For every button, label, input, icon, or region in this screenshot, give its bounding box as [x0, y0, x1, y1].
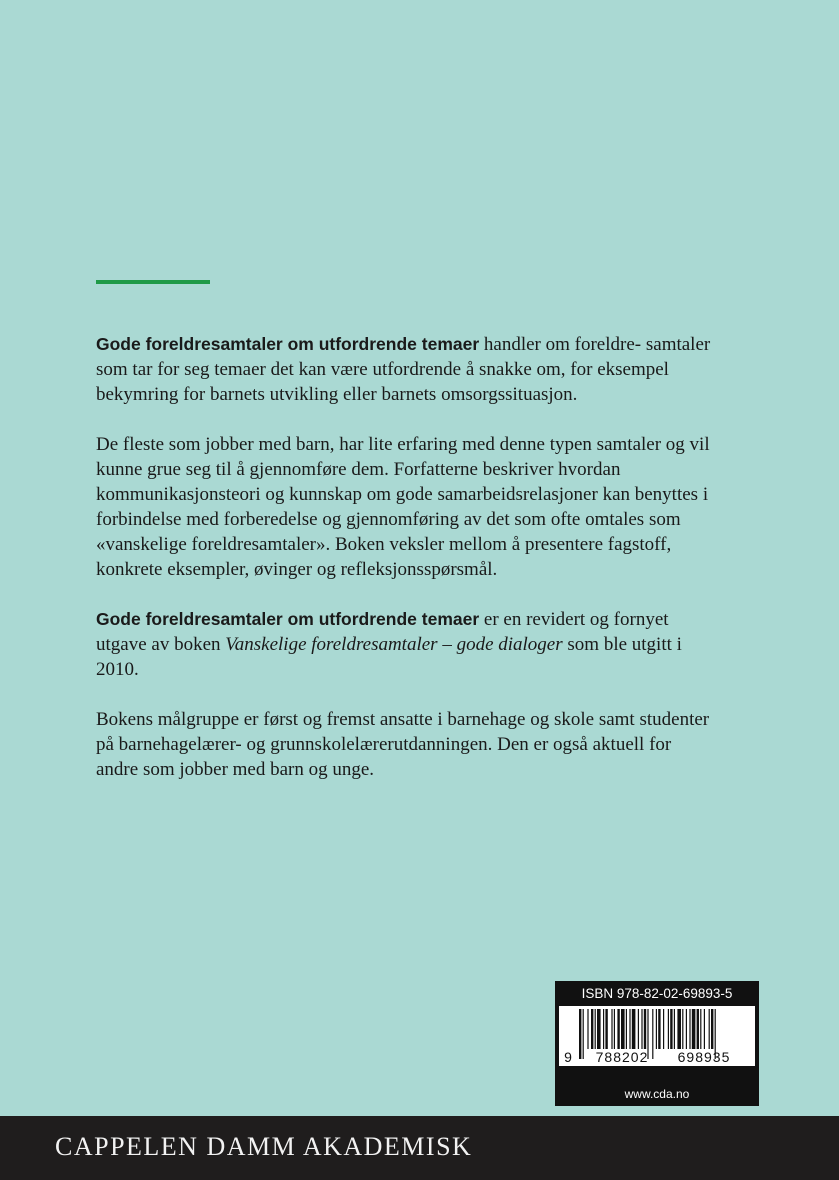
- isbn-label: ISBN 978-82-02-69893-5: [581, 986, 733, 1001]
- blurb-text: som ble utgitt i 2010.: [96, 634, 682, 680]
- book-title-bold: Gode foreldresamtaler om utfordrende temaer: [96, 609, 480, 629]
- barcode-bar: [700, 1009, 701, 1049]
- barcode-bar: [583, 1009, 584, 1059]
- blurb-paragraph-3: [96, 607, 716, 682]
- barcode-bar: [652, 1009, 653, 1059]
- barcode-bar: [626, 1009, 627, 1049]
- publisher-url: www.cda.no: [624, 1087, 690, 1101]
- blurb-paragraph-4: Bokens målgruppe er først og fremst ansatte i barnehage og skole samt studenter på barnehagelærer- og grunnskolelærerutdanningen. Den er også aktuell for andre som jobber med barn og unge.: [96, 709, 710, 780]
- barcode-bar: [704, 1009, 705, 1049]
- publisher-footer: [0, 1116, 839, 1180]
- blurb-text: handler om foreldre- samtaler som tar for seg temaer det kan være utfordrende å snakke om, for eksempel bekymring for barnets utvikling eller barnets omsorgssituasjon.: [96, 334, 711, 405]
- barcode-bar: [682, 1009, 683, 1049]
- barcode-bar: [677, 1009, 681, 1049]
- barcode-bars: [559, 1006, 755, 1066]
- barcode-bar: [689, 1009, 690, 1049]
- barcode-bar: [674, 1009, 675, 1049]
- barcode-bar: [617, 1009, 619, 1049]
- barcode-bar: [638, 1009, 639, 1049]
- previous-edition-title: Vanskelige foreldresamtaler – gode dialoger: [225, 634, 563, 655]
- barcode-digits-left: 788202: [595, 1049, 649, 1065]
- barcode-bar: [692, 1009, 696, 1049]
- back-cover-blurb: [96, 332, 716, 807]
- barcode-bar: [670, 1009, 672, 1049]
- blurb-paragraph-1: [96, 332, 716, 407]
- barcode-bar: [697, 1009, 699, 1049]
- blurb-text: er en revidert og fornyet utgave av boken: [96, 609, 669, 655]
- barcode-bar: [614, 1009, 615, 1049]
- barcode-bar: [621, 1009, 625, 1049]
- barcode-bar: [641, 1009, 642, 1049]
- book-title-bold: Gode foreldresamtaler om utfordrende temaer: [96, 334, 480, 354]
- barcode-digit-first: 9: [564, 1049, 572, 1065]
- accent-rule: [96, 280, 210, 284]
- isbn-barcode-box: [555, 981, 759, 1106]
- barcode-bar: [587, 1009, 588, 1049]
- barcode-bar: [579, 1009, 581, 1059]
- blurb-paragraph-2: De fleste som jobber med barn, har lite erfaring med denne typen samtaler og vil kunne grue seg til å gjennomføre dem. Forfatterne beskriver hvordan kommunikasjonsteori og kunnskap om gode samarbeidsrelasjoner kan benyttes i forbindelse med forberedelse og gjennomføring av det som ofte omtales som «vanskelige foreldresamtaler». Boken veksler mellom å presentere fagstoff, konkrete eksempler, øvinger og refleksjonsspørsmål.: [96, 434, 710, 580]
- barcode-bar: [644, 1009, 646, 1049]
- barcode-digits-right: 698935: [677, 1049, 731, 1065]
- barcode-bar: [668, 1009, 669, 1049]
- barcode-bar: [658, 1009, 660, 1049]
- barcode-bar: [611, 1009, 612, 1049]
- barcode-bar: [605, 1009, 607, 1049]
- publisher-name: CAPPELEN DAMM AKADEMISK: [55, 1132, 473, 1161]
- barcode-bar: [591, 1009, 593, 1049]
- barcode-bar: [686, 1009, 687, 1049]
- barcode-bar: [629, 1009, 630, 1049]
- barcode-bar: [595, 1009, 596, 1049]
- barcode-bar: [597, 1009, 601, 1049]
- barcode-bar: [711, 1009, 713, 1049]
- barcode-bar: [656, 1009, 657, 1049]
- barcode-bar: [663, 1009, 664, 1049]
- barcode-bar: [632, 1009, 636, 1049]
- barcode: [559, 1006, 755, 1066]
- barcode-bar: [709, 1009, 710, 1049]
- barcode-bar: [603, 1009, 604, 1049]
